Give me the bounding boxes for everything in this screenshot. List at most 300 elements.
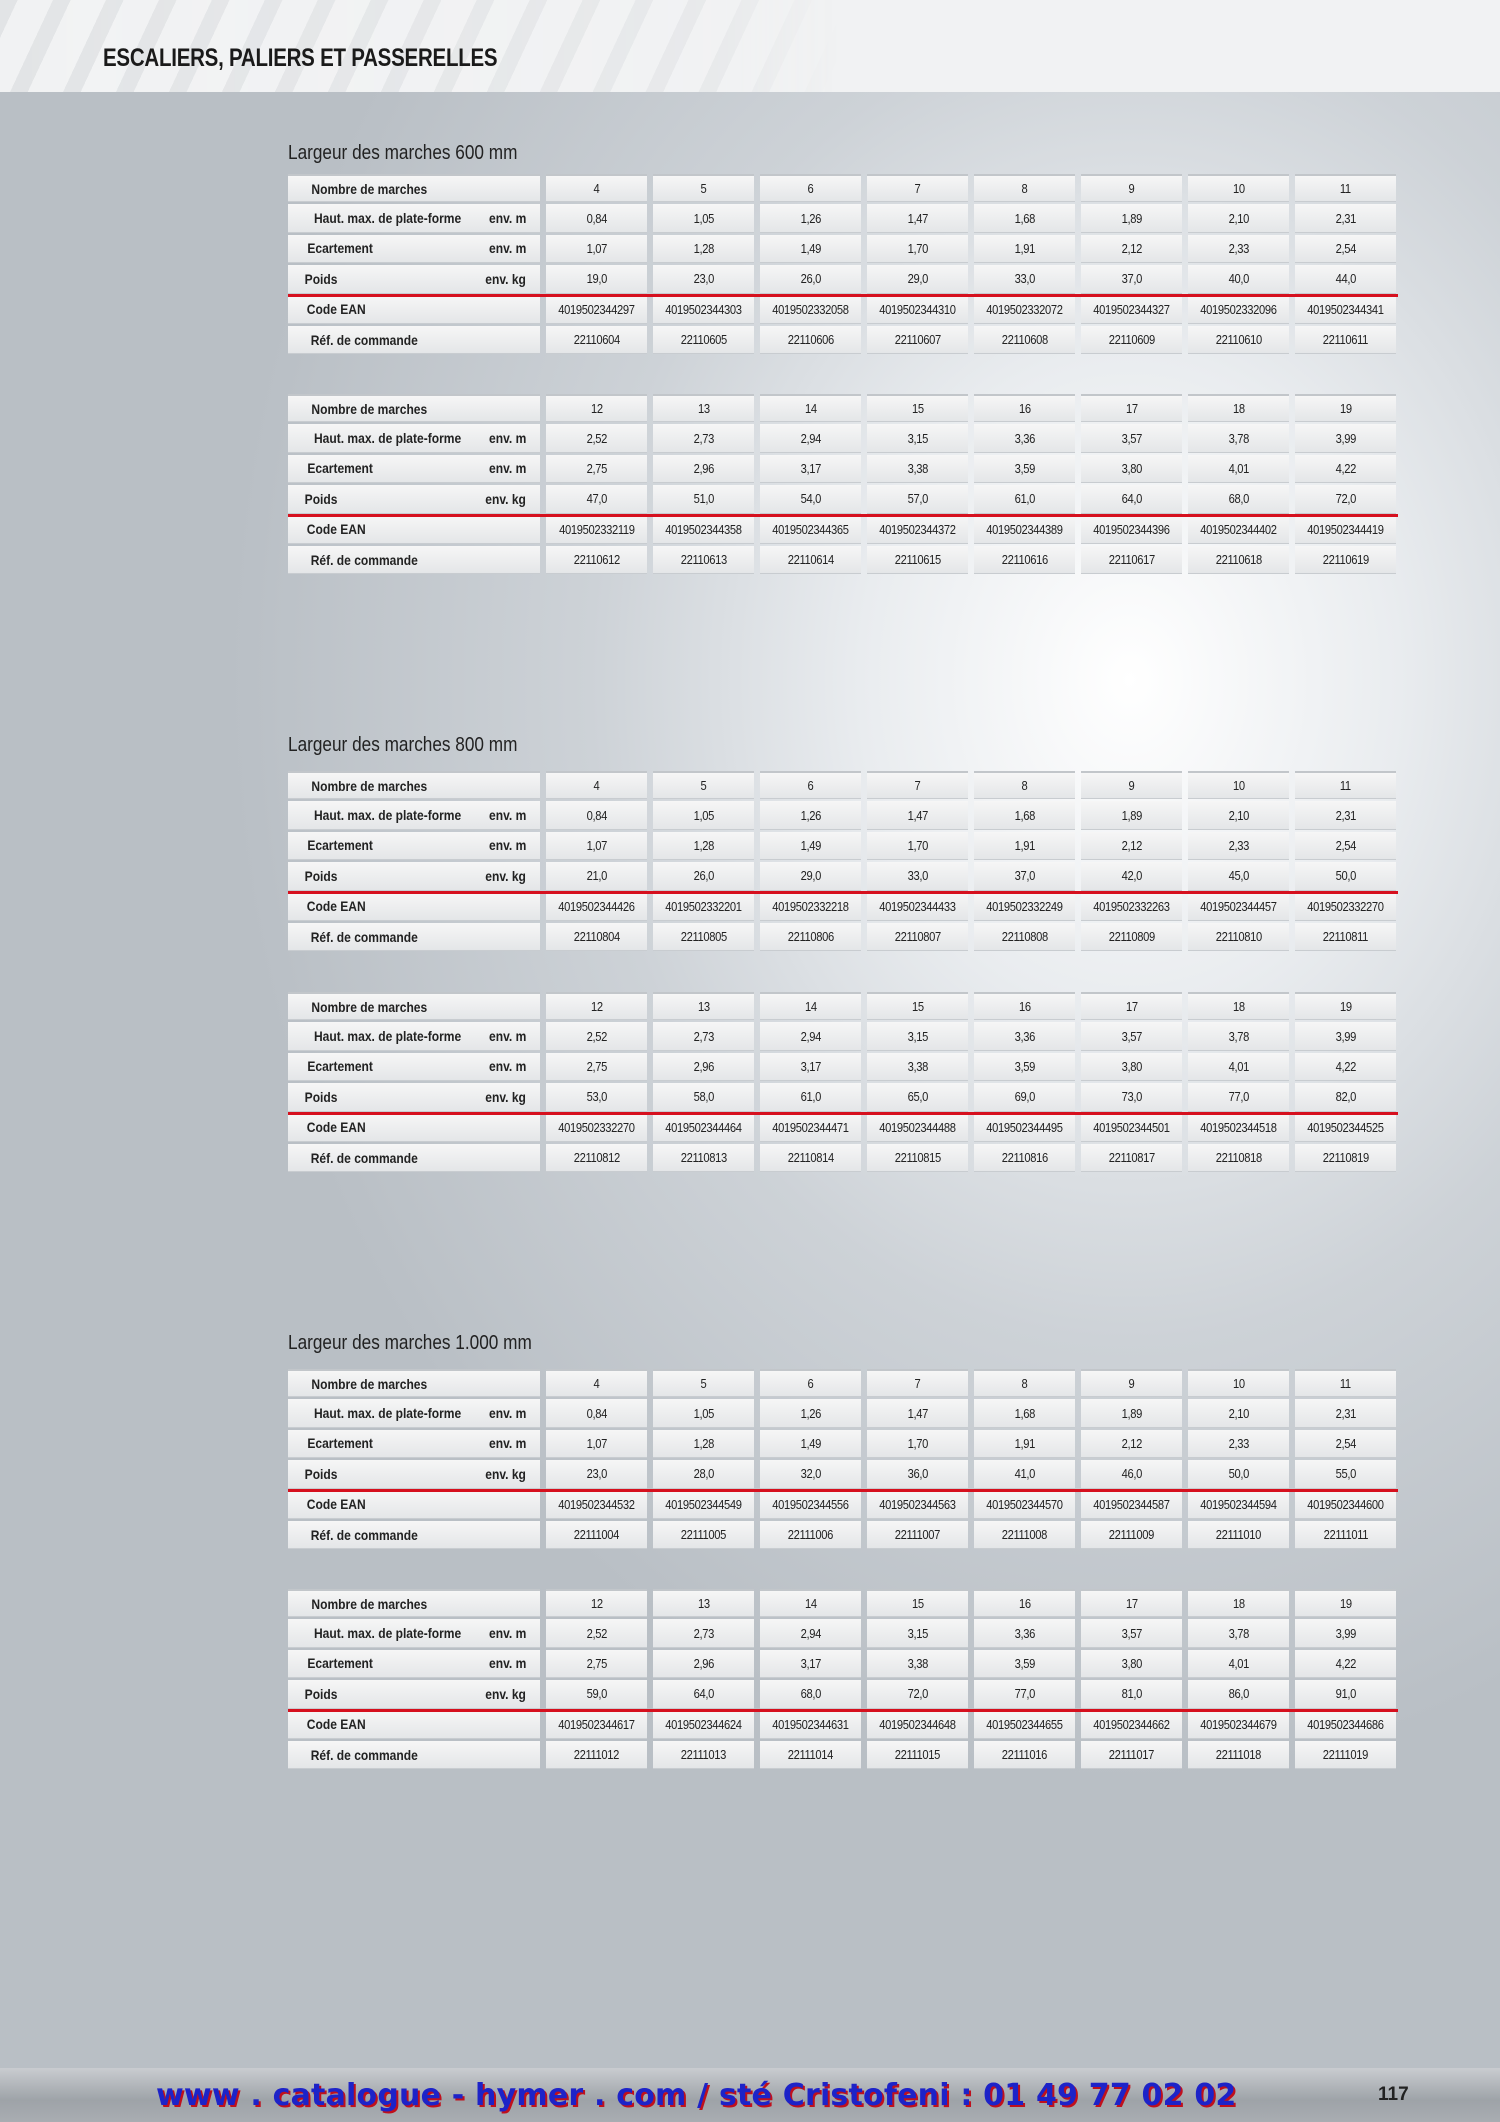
table-cell xyxy=(974,923,1075,951)
cell-value: 45,0 xyxy=(1228,868,1249,884)
cell-value: 3,38 xyxy=(907,1058,928,1074)
row-unit: env. kg xyxy=(485,1685,526,1702)
table-cell xyxy=(653,235,754,263)
cell-value: 12 xyxy=(590,401,603,417)
table-cell xyxy=(1295,1741,1396,1769)
table-cell xyxy=(1081,1369,1182,1397)
table-cell xyxy=(1295,801,1396,829)
cell-value: 14 xyxy=(804,999,817,1015)
table-cell xyxy=(1295,265,1396,293)
cell-value: 1,68 xyxy=(1014,1405,1035,1421)
cell-value: 4019502344570 xyxy=(986,1496,1063,1512)
cell-value: 4,22 xyxy=(1335,1058,1356,1074)
table-cell xyxy=(653,1650,754,1678)
table-cell xyxy=(760,265,861,293)
table-cell xyxy=(1081,326,1182,354)
cell-value: 22110815 xyxy=(894,1150,941,1166)
cell-value: 1,91 xyxy=(1014,1435,1035,1451)
table-cell xyxy=(1295,235,1396,263)
cell-value: 22110618 xyxy=(1215,552,1262,568)
table-cell xyxy=(974,1083,1075,1111)
table-cell xyxy=(867,455,968,483)
row-label xyxy=(288,424,540,452)
cell-value: 1,47 xyxy=(907,210,928,226)
cell-value: 1,89 xyxy=(1121,210,1142,226)
cell-value: 2,33 xyxy=(1228,240,1249,256)
table-cell xyxy=(1295,394,1396,422)
table-row-ean xyxy=(288,296,1398,326)
table-cell xyxy=(546,424,647,452)
cell-value: 36,0 xyxy=(907,1466,928,1482)
cell-value: 3,57 xyxy=(1121,1625,1142,1641)
row-label-text: Réf. de commande xyxy=(310,1746,418,1763)
table-cell xyxy=(1295,992,1396,1020)
table-cell xyxy=(653,771,754,799)
table-cell xyxy=(974,1680,1075,1708)
cell-value: 22110814 xyxy=(787,1150,834,1166)
table-cell xyxy=(974,1619,1075,1647)
table-row-ean xyxy=(288,893,1398,923)
table-row-ref xyxy=(288,1741,1398,1771)
table-cell xyxy=(1295,1680,1396,1708)
table-row-weight xyxy=(288,1680,1398,1710)
table-cell xyxy=(653,1430,754,1458)
row-label xyxy=(288,1399,540,1427)
row-label-text: Réf. de commande xyxy=(310,928,418,945)
cell-value: 33,0 xyxy=(907,868,928,884)
row-label xyxy=(288,862,540,890)
row-label-text: Nombre de marches xyxy=(311,777,428,794)
table-cell xyxy=(1295,1369,1396,1397)
table-cell xyxy=(546,235,647,263)
table-cell xyxy=(760,1144,861,1172)
cell-value: 91,0 xyxy=(1335,1686,1356,1702)
row-label xyxy=(288,1369,540,1397)
table-cell xyxy=(1295,1589,1396,1617)
cell-value: 81,0 xyxy=(1121,1686,1142,1702)
cell-value: 2,75 xyxy=(586,460,607,476)
cell-value: 58,0 xyxy=(693,1089,714,1105)
cell-value: 42,0 xyxy=(1121,868,1142,884)
row-label-text: Ecartement xyxy=(307,837,373,854)
cell-value: 8 xyxy=(1021,181,1028,197)
table-cell xyxy=(760,1460,861,1488)
cell-value: 22110804 xyxy=(573,929,620,945)
table-cell xyxy=(1188,296,1289,324)
table-cell xyxy=(546,1741,647,1769)
cell-value: 64,0 xyxy=(693,1686,714,1702)
row-label-text: Réf. de commande xyxy=(310,1149,418,1166)
cell-value: 51,0 xyxy=(693,491,714,507)
table-cell xyxy=(1295,1711,1396,1739)
table-row-steps xyxy=(288,394,1398,424)
section-title: Largeur des marches 800 mm xyxy=(288,734,518,756)
cell-value: 4,01 xyxy=(1228,1655,1249,1671)
table-cell xyxy=(974,1650,1075,1678)
table-cell xyxy=(867,265,968,293)
cell-value: 22111013 xyxy=(680,1747,727,1763)
cell-value: 22110813 xyxy=(680,1150,727,1166)
table-cell xyxy=(867,1741,968,1769)
cell-value: 1,70 xyxy=(907,240,928,256)
cell-value: 4019502344594 xyxy=(1200,1496,1277,1512)
table-cell xyxy=(760,1430,861,1458)
cell-value: 4019502344419 xyxy=(1307,521,1384,537)
table-cell xyxy=(546,296,647,324)
cell-value: 22110817 xyxy=(1108,1150,1155,1166)
row-label xyxy=(288,1741,540,1769)
table-cell xyxy=(1188,1741,1289,1769)
cell-value: 4 xyxy=(593,1376,600,1392)
cell-value: 13 xyxy=(697,401,710,417)
table-cell xyxy=(653,1083,754,1111)
cell-value: 3,99 xyxy=(1335,1028,1356,1044)
table-row-ref xyxy=(288,546,1398,576)
cell-value: 5 xyxy=(700,1376,707,1392)
row-label xyxy=(288,832,540,860)
table-cell xyxy=(546,485,647,513)
cell-value: 22110805 xyxy=(680,929,727,945)
table-cell xyxy=(974,832,1075,860)
cell-value: 4019502344327 xyxy=(1093,301,1170,317)
table-cell xyxy=(1081,1741,1182,1769)
cell-value: 1,05 xyxy=(693,807,714,823)
cell-value: 4019502344556 xyxy=(772,1496,849,1512)
table-cell xyxy=(867,424,968,452)
cell-value: 4019502344310 xyxy=(879,301,956,317)
cell-value: 3,80 xyxy=(1121,1655,1142,1671)
row-label-text: Nombre de marches xyxy=(311,998,428,1015)
table-row-weight xyxy=(288,1083,1398,1113)
table-row-steps xyxy=(288,1369,1398,1399)
spec-table xyxy=(288,174,1398,356)
cell-value: 19 xyxy=(1339,401,1352,417)
table-cell xyxy=(760,1650,861,1678)
cell-value: 22110809 xyxy=(1108,929,1155,945)
table-cell xyxy=(1295,1144,1396,1172)
cell-value: 22110609 xyxy=(1108,332,1155,348)
table-cell xyxy=(1188,1430,1289,1458)
cell-value: 22110605 xyxy=(680,332,727,348)
cell-value: 4019502344402 xyxy=(1200,521,1277,537)
cell-value: 1,47 xyxy=(907,1405,928,1421)
table-cell xyxy=(1081,485,1182,513)
table-cell xyxy=(760,1083,861,1111)
table-row-ref xyxy=(288,326,1398,356)
row-label-text: Ecartement xyxy=(307,1058,373,1075)
cell-value: 12 xyxy=(590,1596,603,1612)
cell-value: 4019502344617 xyxy=(558,1716,635,1732)
table-cell xyxy=(867,893,968,921)
table-cell xyxy=(546,1460,647,1488)
table-cell xyxy=(546,1053,647,1081)
cell-value: 86,0 xyxy=(1228,1686,1249,1702)
row-label-text: Haut. max. de plate-forme xyxy=(313,210,462,227)
row-label xyxy=(288,1491,540,1519)
row-label-text: Ecartement xyxy=(307,1435,373,1452)
table-cell xyxy=(1295,1399,1396,1427)
table-cell xyxy=(1081,1650,1182,1678)
table-cell xyxy=(867,204,968,232)
table-row-spacing xyxy=(288,1650,1398,1680)
cell-value: 46,0 xyxy=(1121,1466,1142,1482)
row-label-text: Haut. max. de plate-forme xyxy=(313,430,462,447)
cell-value: 3,99 xyxy=(1335,430,1356,446)
row-label-text: Code EAN xyxy=(306,301,366,318)
cell-value: 2,52 xyxy=(586,430,607,446)
cell-value: 5 xyxy=(700,181,707,197)
table-row-steps xyxy=(288,174,1398,204)
cell-value: 2,12 xyxy=(1121,240,1142,256)
cell-value: 9 xyxy=(1128,778,1135,794)
table-cell xyxy=(974,1053,1075,1081)
table-cell xyxy=(653,516,754,544)
row-label xyxy=(288,1083,540,1111)
cell-value: 3,36 xyxy=(1014,1028,1035,1044)
cell-value: 22111011 xyxy=(1323,1527,1368,1543)
table-cell xyxy=(1188,174,1289,202)
row-label-text: Haut. max. de plate-forme xyxy=(313,1028,462,1045)
cell-value: 4019502344426 xyxy=(558,898,635,914)
cell-value: 29,0 xyxy=(800,868,821,884)
table-cell xyxy=(760,455,861,483)
cell-value: 2,52 xyxy=(586,1625,607,1641)
cell-value: 3,17 xyxy=(800,1058,821,1074)
row-label-text: Nombre de marches xyxy=(311,400,428,417)
cell-value: 1,89 xyxy=(1121,807,1142,823)
cell-value: 4019502344679 xyxy=(1200,1716,1277,1732)
cell-value: 15 xyxy=(911,1596,924,1612)
table-cell xyxy=(653,1589,754,1617)
row-label xyxy=(288,235,540,263)
row-label xyxy=(288,1619,540,1647)
table-row-spacing xyxy=(288,832,1398,862)
cell-value: 3,78 xyxy=(1228,430,1249,446)
cell-value: 22111006 xyxy=(787,1527,834,1543)
table-cell xyxy=(1081,923,1182,951)
row-label-text: Code EAN xyxy=(306,1119,366,1136)
cell-value: 3,59 xyxy=(1014,460,1035,476)
table-row-ref xyxy=(288,923,1398,953)
table-cell xyxy=(1188,1144,1289,1172)
table-cell xyxy=(1081,992,1182,1020)
cell-value: 72,0 xyxy=(1335,491,1356,507)
table-cell xyxy=(653,1491,754,1519)
table-cell xyxy=(1188,1022,1289,1050)
table-row-spacing xyxy=(288,455,1398,485)
cell-value: 4,01 xyxy=(1228,1058,1249,1074)
cell-value: 26,0 xyxy=(693,868,714,884)
table-cell xyxy=(1188,235,1289,263)
row-label-text: Code EAN xyxy=(306,521,366,538)
cell-value: 22110617 xyxy=(1108,552,1155,568)
cell-value: 11 xyxy=(1340,778,1351,794)
row-label xyxy=(288,1430,540,1458)
table-cell xyxy=(974,326,1075,354)
table-cell xyxy=(760,1680,861,1708)
table-cell xyxy=(974,1399,1075,1427)
table-cell xyxy=(760,1491,861,1519)
cell-value: 14 xyxy=(804,1596,817,1612)
table-cell xyxy=(653,174,754,202)
table-cell xyxy=(867,1521,968,1549)
row-label-text: Poids xyxy=(304,1465,338,1482)
table-cell xyxy=(1188,1619,1289,1647)
table-cell xyxy=(867,1711,968,1739)
table-cell xyxy=(760,424,861,452)
table-cell xyxy=(1081,204,1182,232)
table-cell xyxy=(1081,1022,1182,1050)
table-cell xyxy=(546,1521,647,1549)
table-row-weight xyxy=(288,862,1398,892)
cell-value: 2,52 xyxy=(586,1028,607,1044)
table-cell xyxy=(653,1711,754,1739)
cell-value: 11 xyxy=(1340,181,1351,197)
table-cell xyxy=(653,832,754,860)
table-cell xyxy=(1295,296,1396,324)
table-cell xyxy=(653,424,754,452)
page-footer xyxy=(0,2068,1500,2122)
row-label-text: Réf. de commande xyxy=(310,1526,418,1543)
cell-value: 2,75 xyxy=(586,1655,607,1671)
table-cell xyxy=(974,1144,1075,1172)
cell-value: 4019502344303 xyxy=(665,301,742,317)
cell-value: 53,0 xyxy=(586,1089,607,1105)
cell-value: 3,99 xyxy=(1335,1625,1356,1641)
table-cell xyxy=(546,1619,647,1647)
cell-value: 1,49 xyxy=(800,240,821,256)
row-label-text: Haut. max. de plate-forme xyxy=(313,807,462,824)
table-cell xyxy=(653,265,754,293)
table-cell xyxy=(760,235,861,263)
table-cell xyxy=(653,1741,754,1769)
cell-value: 22110806 xyxy=(787,929,834,945)
cell-value: 18 xyxy=(1232,999,1245,1015)
cell-value: 4019502344532 xyxy=(558,1496,635,1512)
cell-value: 1,47 xyxy=(907,807,928,823)
table-cell xyxy=(974,546,1075,574)
cell-value: 2,96 xyxy=(693,460,714,476)
table-cell xyxy=(1081,1399,1182,1427)
cell-value: 2,96 xyxy=(693,1058,714,1074)
row-label xyxy=(288,1589,540,1617)
table-cell xyxy=(760,801,861,829)
table-cell xyxy=(867,174,968,202)
cell-value: 0,84 xyxy=(586,807,607,823)
cell-value: 18 xyxy=(1232,1596,1245,1612)
table-cell xyxy=(546,455,647,483)
table-cell xyxy=(760,992,861,1020)
cell-value: 11 xyxy=(1340,1376,1351,1392)
row-label-text: Ecartement xyxy=(307,460,373,477)
row-unit: env. kg xyxy=(485,867,526,884)
table-cell xyxy=(1188,546,1289,574)
cell-value: 4,22 xyxy=(1335,1655,1356,1671)
cell-value: 2,31 xyxy=(1335,807,1356,823)
table-cell xyxy=(1295,1491,1396,1519)
table-cell xyxy=(1188,992,1289,1020)
cell-value: 4019502332201 xyxy=(665,898,742,914)
table-cell xyxy=(1081,801,1182,829)
row-label xyxy=(288,394,540,422)
row-label-text: Poids xyxy=(304,270,338,287)
cell-value: 18 xyxy=(1232,401,1245,417)
table-cell xyxy=(760,1619,861,1647)
row-label-text: Poids xyxy=(304,1088,338,1105)
table-cell xyxy=(867,1083,968,1111)
table-cell xyxy=(1295,1521,1396,1549)
table-cell xyxy=(1295,1430,1396,1458)
cell-value: 1,28 xyxy=(693,1435,714,1451)
cell-value: 22110619 xyxy=(1322,552,1369,568)
cell-value: 7 xyxy=(914,181,921,197)
table-cell xyxy=(974,424,1075,452)
cell-value: 4019502332218 xyxy=(772,898,849,914)
cell-value: 9 xyxy=(1128,1376,1135,1392)
table-cell xyxy=(974,394,1075,422)
cell-value: 3,38 xyxy=(907,1655,928,1671)
row-label xyxy=(288,992,540,1020)
cell-value: 4019502344587 xyxy=(1093,1496,1170,1512)
table-cell xyxy=(974,1022,1075,1050)
table-cell xyxy=(974,1589,1075,1617)
cell-value: 7 xyxy=(914,1376,921,1392)
table-cell xyxy=(546,174,647,202)
row-label xyxy=(288,546,540,574)
table-cell xyxy=(546,862,647,890)
cell-value: 4019502344686 xyxy=(1307,1716,1384,1732)
row-label xyxy=(288,1460,540,1488)
table-cell xyxy=(653,1114,754,1142)
row-label xyxy=(288,265,540,293)
cell-value: 15 xyxy=(911,999,924,1015)
row-unit: env. kg xyxy=(485,270,526,287)
cell-value: 1,68 xyxy=(1014,807,1035,823)
cell-value: 22111005 xyxy=(680,1527,727,1543)
table-cell xyxy=(974,1491,1075,1519)
cell-value: 1,05 xyxy=(693,1405,714,1421)
footer-website[interactable]: www . catalogue - hymer . com / sté Cristofeni : 01 49 77 02 02 xyxy=(156,2078,1237,2113)
table-cell xyxy=(1295,1022,1396,1050)
cell-value: 54,0 xyxy=(800,491,821,507)
cell-value: 2,73 xyxy=(693,430,714,446)
table-cell xyxy=(1081,1114,1182,1142)
table-cell xyxy=(974,1711,1075,1739)
table-cell xyxy=(974,485,1075,513)
table-row-ref xyxy=(288,1521,1398,1551)
table-cell xyxy=(1081,1491,1182,1519)
table-cell xyxy=(1081,1680,1182,1708)
table-cell xyxy=(653,1369,754,1397)
table-cell xyxy=(546,326,647,354)
table-cell xyxy=(1295,1460,1396,1488)
table-row-ref xyxy=(288,1144,1398,1174)
row-unit: env. m xyxy=(488,837,526,854)
cell-value: 1,28 xyxy=(693,837,714,853)
table-row-spacing xyxy=(288,1053,1398,1083)
cell-value: 22110607 xyxy=(894,332,941,348)
row-label xyxy=(288,1711,540,1739)
cell-value: 13 xyxy=(697,999,710,1015)
table-cell xyxy=(546,893,647,921)
cell-value: 4019502344624 xyxy=(665,1716,742,1732)
cell-value: 3,59 xyxy=(1014,1058,1035,1074)
cell-value: 22111016 xyxy=(1001,1747,1048,1763)
cell-value: 22110811 xyxy=(1322,929,1369,945)
table-cell xyxy=(760,1589,861,1617)
cell-value: 68,0 xyxy=(800,1686,821,1702)
table-cell xyxy=(1188,265,1289,293)
